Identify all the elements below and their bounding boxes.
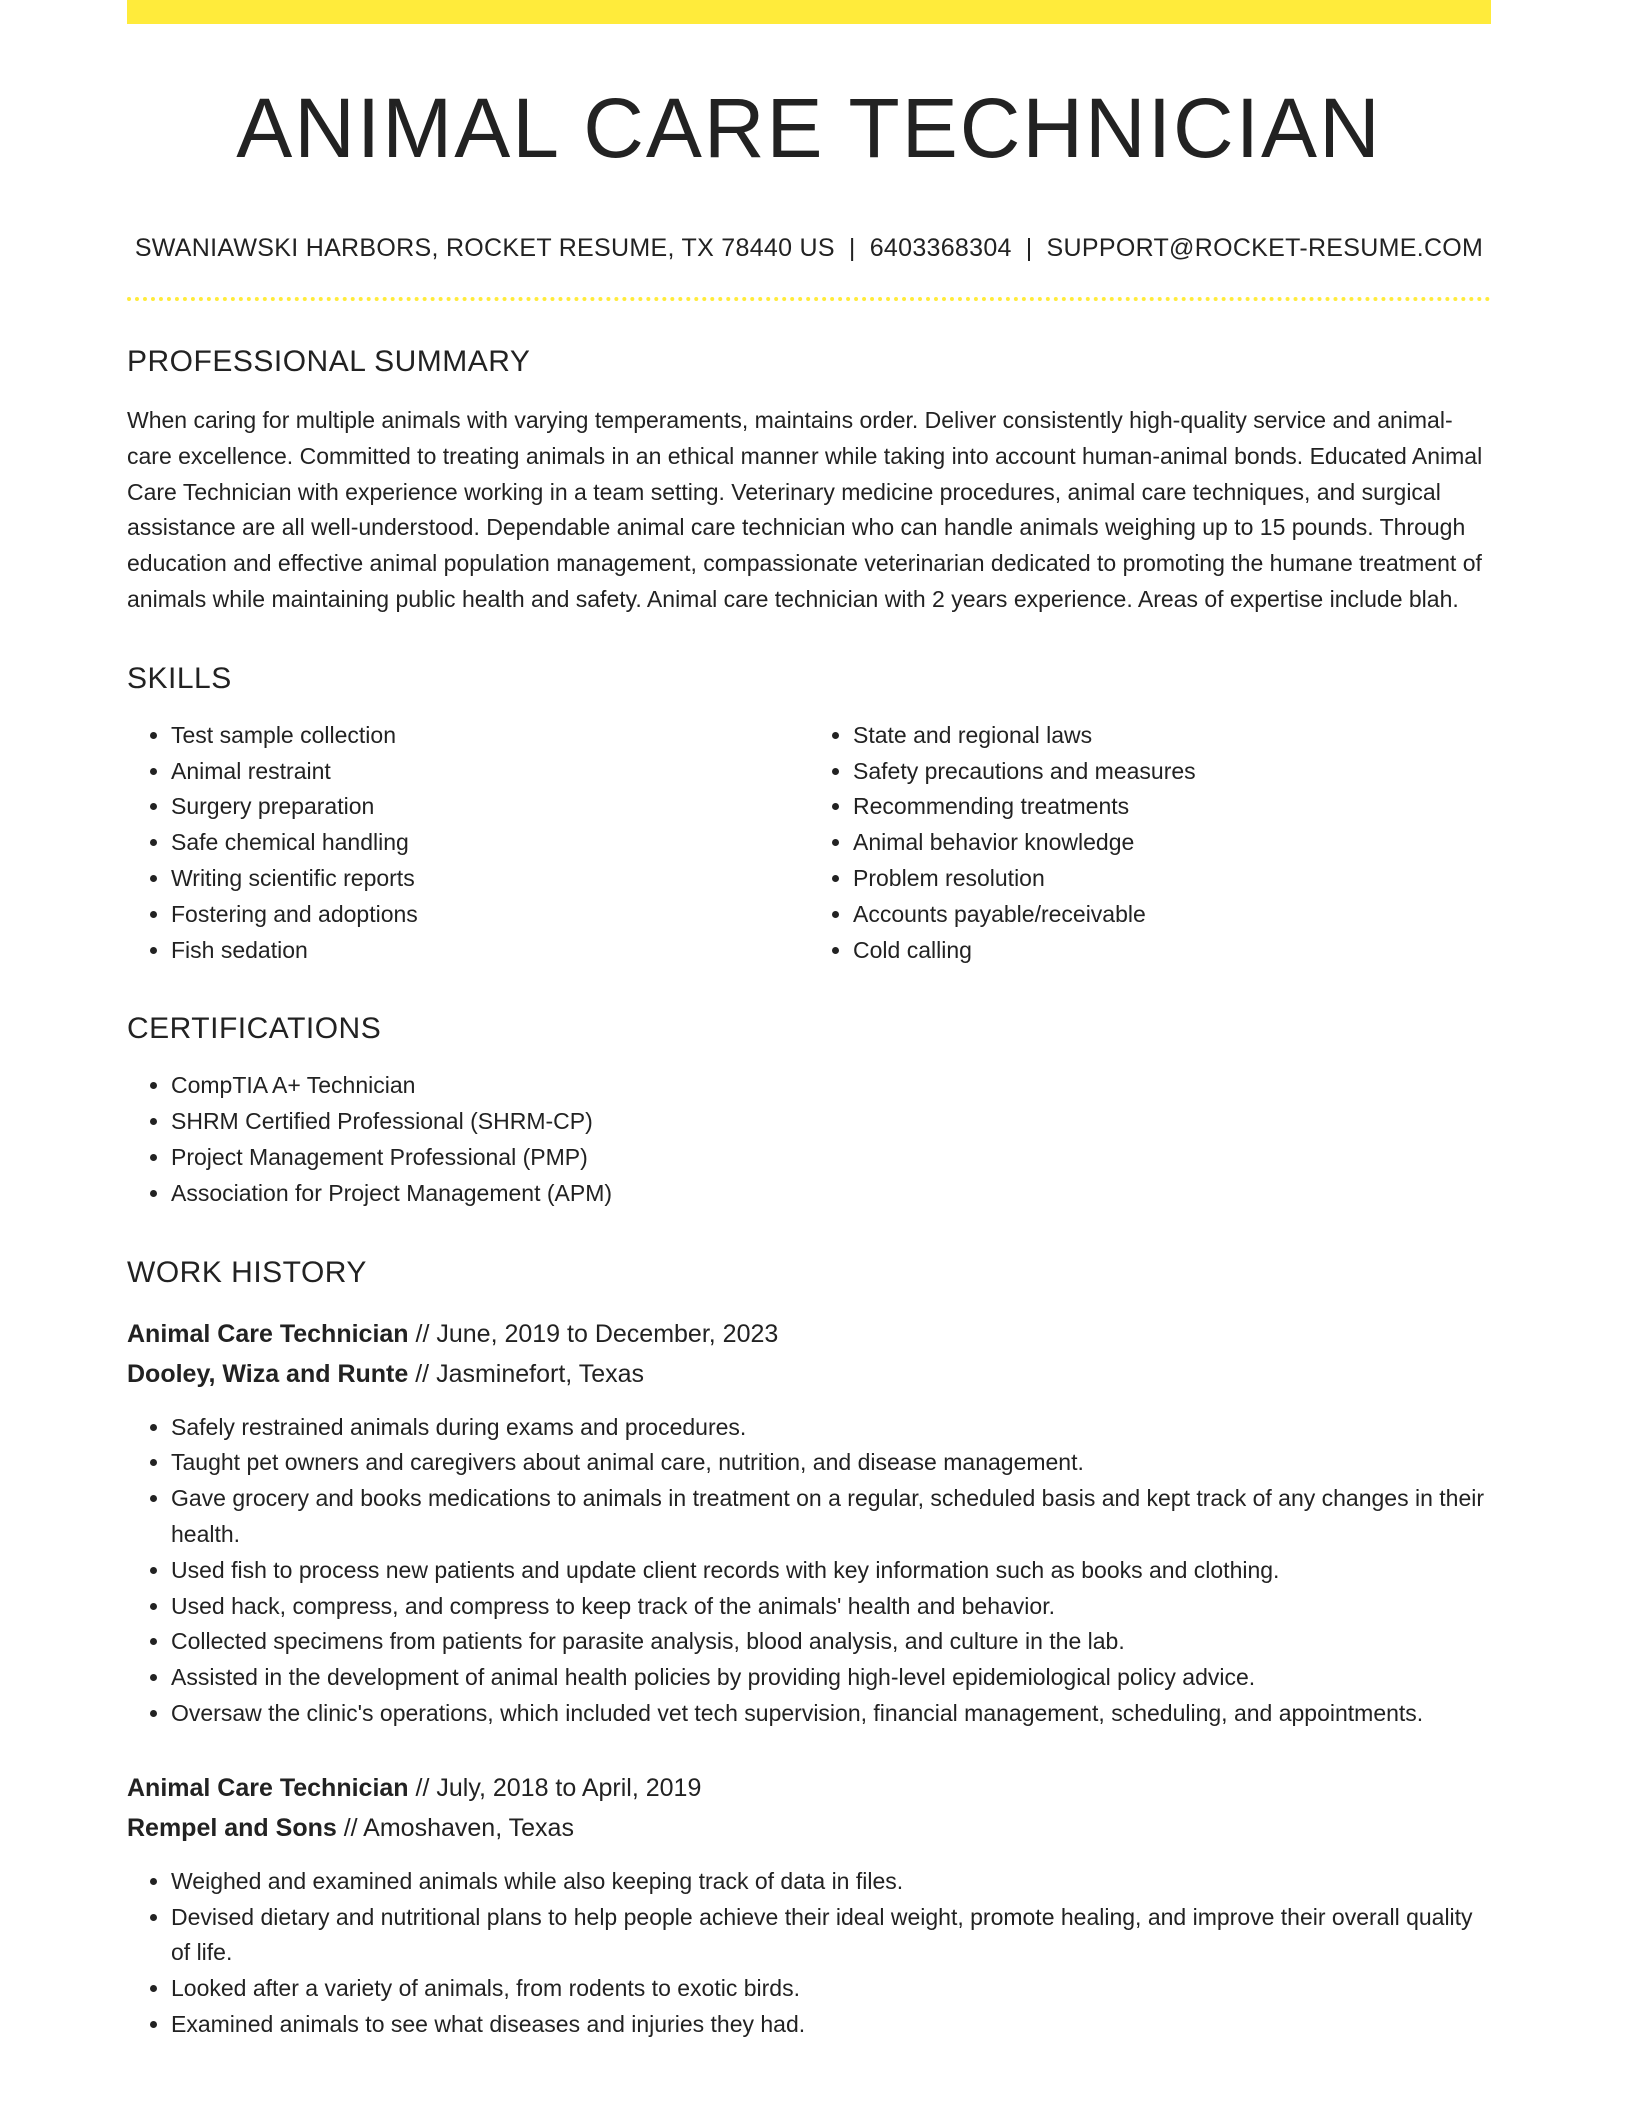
job-company-line xyxy=(127,1354,1491,1394)
job-entry xyxy=(127,1314,1491,1732)
job-bullet: • Collected specimens from patients for parasite analysis, blood analysis, and culture in the lab. xyxy=(171,1624,1491,1660)
contact-line xyxy=(127,234,1491,263)
skill-item: • Writing scientific reports xyxy=(171,861,809,897)
job-dates: // June, 2019 to December, 2023 xyxy=(415,1319,779,1348)
skill-item: • Accounts payable/receivable xyxy=(853,897,1491,933)
job-company-line xyxy=(127,1808,1491,1848)
skill-item: • Surgery preparation xyxy=(171,789,809,825)
certification-item: • Project Management Professional (PMP) xyxy=(171,1140,1491,1176)
contact-separator: | xyxy=(848,234,856,262)
resume-title: ANIMAL CARE TECHNICIAN xyxy=(236,81,1382,175)
job-bullet: • Devised dietary and nutritional plans to help people achieve their ideal weight, promote healing, and improve their overall quality of life. xyxy=(171,1900,1491,1972)
job-title-line xyxy=(127,1314,1491,1354)
skills-right-list xyxy=(809,718,1491,969)
job-bullet: • Looked after a variety of animals, from rodents to exotic birds. xyxy=(171,1971,1491,2007)
skill-item: • Test sample collection xyxy=(171,718,809,754)
job-location: // Jasminefort, Texas xyxy=(415,1359,645,1388)
skill-item: • Fostering and adoptions xyxy=(171,897,809,933)
job-entry xyxy=(127,1768,1491,2043)
certifications-heading: CERTIFICATIONS xyxy=(127,1012,382,1046)
certification-item: • CompTIA A+ Technician xyxy=(171,1068,1491,1104)
job-title: Animal Care Technician xyxy=(127,1773,409,1802)
job-dates: // July, 2018 to April, 2019 xyxy=(415,1773,702,1802)
dotted-divider xyxy=(127,297,1491,301)
job-bullet: • Taught pet owners and caregivers about animal care, nutrition, and disease management. xyxy=(171,1445,1491,1481)
job-bullet: • Examined animals to see what diseases and injuries they had. xyxy=(171,2007,1491,2043)
skills-left-list xyxy=(127,718,809,969)
skill-item: • Cold calling xyxy=(853,933,1491,969)
contact-address: SWANIAWSKI HARBORS, ROCKET RESUME, TX 78440 US xyxy=(134,234,835,262)
job-bullet: • Assisted in the development of animal health policies by providing high-level epidemiological policy advice. xyxy=(171,1660,1491,1696)
work-history-heading: WORK HISTORY xyxy=(127,1255,367,1289)
job-bullet: • Weighed and examined animals while also keeping track of data in files. xyxy=(171,1864,1491,1900)
accent-bar xyxy=(127,0,1491,24)
contact-separator: | xyxy=(1025,234,1033,262)
job-company: Rempel and Sons xyxy=(127,1813,337,1842)
certification-item: • SHRM Certified Professional (SHRM-CP) xyxy=(171,1104,1491,1140)
job-title-line xyxy=(127,1768,1491,1808)
skill-item: • Problem resolution xyxy=(853,861,1491,897)
resume-page xyxy=(127,0,1491,2043)
job-bullet: • Safely restrained animals during exams and procedures. xyxy=(171,1410,1491,1446)
summary-heading: PROFESSIONAL SUMMARY xyxy=(127,345,531,378)
job-bullet: • Used fish to process new patients and update client records with key information such as books and clothing. xyxy=(171,1553,1491,1589)
skill-item: • Recommending treatments xyxy=(853,789,1491,825)
job-bullet: • Oversaw the clinic's operations, which included vet tech supervision, financial management, scheduling, and appointments. xyxy=(171,1696,1491,1732)
skill-item: • Fish sedation xyxy=(171,933,809,969)
job-location: // Amoshaven, Texas xyxy=(343,1813,574,1842)
job-bullet: • Used hack, compress, and compress to keep track of the animals' health and behavior. xyxy=(171,1589,1491,1625)
job-title: Animal Care Technician xyxy=(127,1319,409,1348)
job-bullets xyxy=(127,1864,1491,2043)
skill-item: • State and regional laws xyxy=(853,718,1491,754)
job-bullet: • Gave grocery and books medications to animals in treatment on a regular, scheduled basis and kept track of any changes in their health. xyxy=(171,1481,1491,1553)
job-bullets xyxy=(127,1410,1491,1732)
certifications-list xyxy=(127,1068,1491,1211)
certification-item: • Association for Project Management (APM) xyxy=(171,1176,1491,1212)
summary-text: When caring for multiple animals with varying temperaments, maintains order. Deliver consistently high-quality service and animal-care excellence. Committed to treating animals in an ethical manner while taking into account human-animal bonds. Educated Animal Care Technician with experience working in a team setting. Veterinary medicine procedures, animal care techniques, and surgical assistance are all well-understood. Dependable animal care technician who can handle animals weighing up to 15 pounds. Through education and effective animal population management, compassionate veterinarian dedicated to promoting the humane treatment of animals while maintaining public health and safety. Animal care technician with 2 years experience. Areas of expertise include blah. xyxy=(127,407,1483,612)
skills-columns xyxy=(127,718,1491,969)
skills-heading: SKILLS xyxy=(127,661,232,695)
skill-item: • Safety precautions and measures xyxy=(853,754,1491,790)
skill-item: • Safe chemical handling xyxy=(171,825,809,861)
contact-phone: 6403368304 xyxy=(869,234,1012,262)
skill-item: • Animal behavior knowledge xyxy=(853,825,1491,861)
skill-item: • Animal restraint xyxy=(171,754,809,790)
job-company: Dooley, Wiza and Runte xyxy=(127,1359,409,1388)
contact-email: SUPPORT@ROCKET-RESUME.COM xyxy=(1046,234,1484,262)
